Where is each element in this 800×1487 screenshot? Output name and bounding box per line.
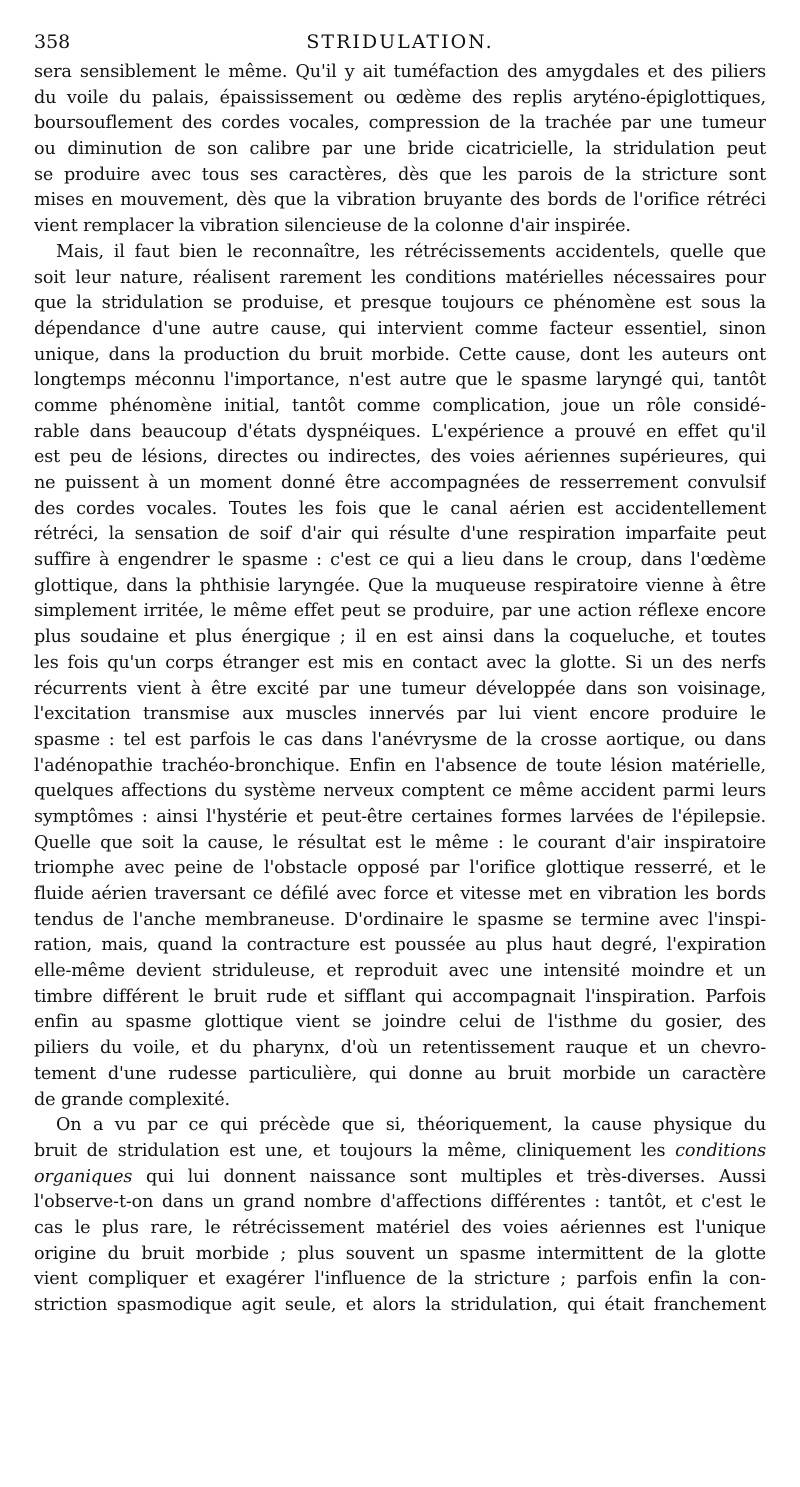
text-line xyxy=(34,856,766,882)
text-line xyxy=(34,908,766,934)
text-line xyxy=(34,728,766,754)
line-text: Quelle que soit la cause, le résultat est le même : le courant d'air inspiratoire xyxy=(34,832,766,853)
line-text: Mais, il faut bien le reconnaître, les rétrécissements accidentels, quelle que xyxy=(56,241,766,262)
text-line xyxy=(34,779,766,805)
line-text: ou diminution de son calibre par une bride cicatricielle, la stridulation peut xyxy=(34,139,766,160)
text-line xyxy=(34,163,766,189)
line-text: glottique, dans la phthisie laryngée. Que la muqueuse respiratoire vienne à être xyxy=(34,575,766,596)
text-line xyxy=(34,240,766,266)
text-line xyxy=(34,702,766,728)
line-text: tendus de l'anche membraneuse. D'ordinaire le spasme se termine avec l'inspi- xyxy=(34,909,766,930)
text-line xyxy=(34,317,766,343)
line-text: mises en mouvement, dès que la vibration bruyante des bords de l'orifice rétréci xyxy=(34,190,766,211)
line-text: ne puissent à un moment donné être accompagnées de resserrement convulsif xyxy=(34,473,766,493)
line-text: soit leur nature, réalisent rarement les conditions matérielles nécessaires pour xyxy=(34,267,766,288)
line-text: des cordes vocales. Toutes les fois que le canal aérien est accidentellement xyxy=(34,498,766,519)
text-line xyxy=(34,188,766,214)
text-line xyxy=(34,111,766,137)
text-line xyxy=(34,1267,766,1293)
line-text: On a vu par ce qui précède que si, théoriquement, la cause physique du xyxy=(56,1115,766,1136)
text-line xyxy=(34,1139,766,1165)
line-text: suffire à engendrer le spasme : c'est ce qui a lieu dans le croup, dans l'œdème xyxy=(34,550,766,571)
line-text: timbre différent le bruit rude et sifflant qui accompagnait l'inspiration. Parfois xyxy=(34,986,766,1007)
line-text: symptômes : ainsi l'hystérie et peut-être certaines formes larvées de l'épilepsie. xyxy=(34,806,766,827)
text-line xyxy=(34,599,766,625)
text-line xyxy=(34,214,766,240)
line-text: dépendance d'une autre cause, qui intervient comme facteur essentiel, sinon xyxy=(34,318,766,339)
text-line xyxy=(34,677,766,703)
line-text: spasme : tel est parfois le cas dans l'anévrysme de la crosse aortique, ou dans xyxy=(34,729,766,750)
line-text: que la stridulation se produise, et presque toujours ce phénomène est sous la xyxy=(34,293,766,314)
text-line xyxy=(34,1242,766,1268)
line-text: unique, dans la production du bruit morbide. Cette cause, dont les auteurs ont xyxy=(34,344,766,365)
line-text: sera sensiblement le même. Qu'il y ait tuméfaction des amygdales et des piliers xyxy=(34,62,766,82)
text-line xyxy=(34,60,766,86)
line-text: du voile du palais, épaississement ou œdème des replis aryténo-épiglottiques, xyxy=(34,87,766,108)
line-text: cas le plus rare, le rétrécissement matériel des voies aériennes est l'unique xyxy=(34,1217,766,1238)
text-line xyxy=(34,86,766,112)
line-text: plus soudaine et plus énergique ; il en est ainsi dans la coqueluche, et toutes xyxy=(34,627,766,648)
line-text: piliers du voile, et du pharynx, d'où un retentissement rauque et un chevro- xyxy=(34,1038,766,1059)
body-text xyxy=(34,60,766,1319)
text-line xyxy=(34,805,766,831)
line-text: boursouflement des cordes vocales, compression de la trachée par une tumeur xyxy=(34,113,766,134)
line-text: qui lui donnent naissance sont multiples et très-diverses. Aussi xyxy=(146,1166,766,1187)
italic-text: conditions xyxy=(675,1140,766,1161)
text-line xyxy=(34,1010,766,1036)
line-text: triomphe avec peine de l'obstacle opposé par l'orifice glottique resserré, et le xyxy=(34,858,766,879)
line-text: l'excitation transmise aux muscles innervés par lui vient encore produire le xyxy=(34,704,766,725)
line-text: ration, mais, quand la contracture est poussée au plus haut degré, l'expiration xyxy=(34,935,766,956)
text-line xyxy=(34,445,766,471)
running-header xyxy=(34,28,766,56)
text-line xyxy=(34,394,766,420)
text-line xyxy=(34,343,766,369)
text-line xyxy=(34,522,766,548)
line-text: bruit de stridulation est une, et toujours la même, cliniquement les xyxy=(34,1140,666,1161)
text-line xyxy=(34,471,766,497)
line-text: se produire avec tous ses caractères, dès que les parois de la stricture sont xyxy=(34,164,766,185)
line-text: striction spasmodique agit seule, et alors la stridulation, qui était franchement xyxy=(34,1295,766,1315)
text-line xyxy=(34,985,766,1011)
text-line xyxy=(34,933,766,959)
line-text: longtemps méconnu l'importance, n'est autre que le spasme laryngé qui, tantôt xyxy=(34,370,766,391)
text-line xyxy=(34,548,766,574)
line-text: les fois qu'un corps étranger est mis en contact avec la glotte. Si un des nerfs xyxy=(34,652,766,673)
text-line xyxy=(34,1062,766,1088)
text-line xyxy=(34,291,766,317)
text-line xyxy=(34,831,766,857)
line-text: rable dans beaucoup d'états dyspnéiques. L'expérience a prouvé en effet qu'il xyxy=(34,421,766,442)
text-line xyxy=(34,368,766,394)
line-text: vient remplacer la vibration silencieuse de la colonne d'air inspirée. xyxy=(34,216,631,237)
text-line xyxy=(34,266,766,292)
line-text: rétréci, la sensation de soif d'air qui résulte d'une respiration imparfaite peut xyxy=(34,524,766,545)
text-line xyxy=(34,754,766,780)
text-line xyxy=(34,625,766,651)
text-line xyxy=(34,137,766,163)
text-line xyxy=(34,1216,766,1242)
line-text: enfin au spasme glottique vient se joindre celui de l'isthme du gosier, des xyxy=(34,1012,766,1033)
line-text: comme phénomène initial, tantôt comme complication, joue un rôle considé- xyxy=(34,395,766,416)
text-line xyxy=(34,497,766,523)
text-line xyxy=(34,882,766,908)
running-title: STRIDULATION. xyxy=(306,31,494,53)
line-text: l'adénopathie trachéo-bronchique. Enfin en l'absence de toute lésion matérielle, xyxy=(34,755,766,776)
line-text: récurrents vient à être excité par une tumeur développée dans son voisinage, xyxy=(34,678,766,699)
italic-text: organiques xyxy=(34,1166,133,1187)
line-text: est peu de lésions, directes ou indirectes, des voies aériennes supérieures, qui xyxy=(34,447,766,468)
text-line xyxy=(34,1165,766,1191)
text-line xyxy=(34,574,766,600)
line-text: simplement irritée, le même effet peut se produire, par une action réflexe encore xyxy=(34,601,766,622)
text-line xyxy=(34,1190,766,1216)
text-line xyxy=(34,1036,766,1062)
text-line xyxy=(34,959,766,985)
line-text: fluide aérien traversant ce défilé avec force et vitesse met en vibration les bords xyxy=(34,884,766,904)
line-text: origine du bruit morbide ; plus souvent un spasme intermittent de la glotte xyxy=(34,1243,766,1264)
line-text: l'observe-t-on dans un grand nombre d'affections différentes : tantôt, et c'est le xyxy=(34,1192,766,1213)
line-text: de grande complexité. xyxy=(34,1089,230,1110)
page-number: 358 xyxy=(34,31,71,53)
text-line xyxy=(34,1293,766,1319)
line-text: elle-même devient striduleuse, et reproduit avec une intensité moindre et un xyxy=(34,961,766,982)
text-line xyxy=(34,651,766,677)
text-line xyxy=(34,1088,766,1114)
text-line xyxy=(34,420,766,446)
line-text: tement d'une rudesse particulière, qui donne au bruit morbide un caractère xyxy=(34,1063,766,1084)
book-page xyxy=(34,28,766,1319)
line-text: quelques affections du système nerveux comptent ce même accident parmi leurs xyxy=(34,781,766,802)
line-text: vient compliquer et exagérer l'influence de la stricture ; parfois enfin la con- xyxy=(34,1269,766,1290)
text-line xyxy=(34,1113,766,1139)
